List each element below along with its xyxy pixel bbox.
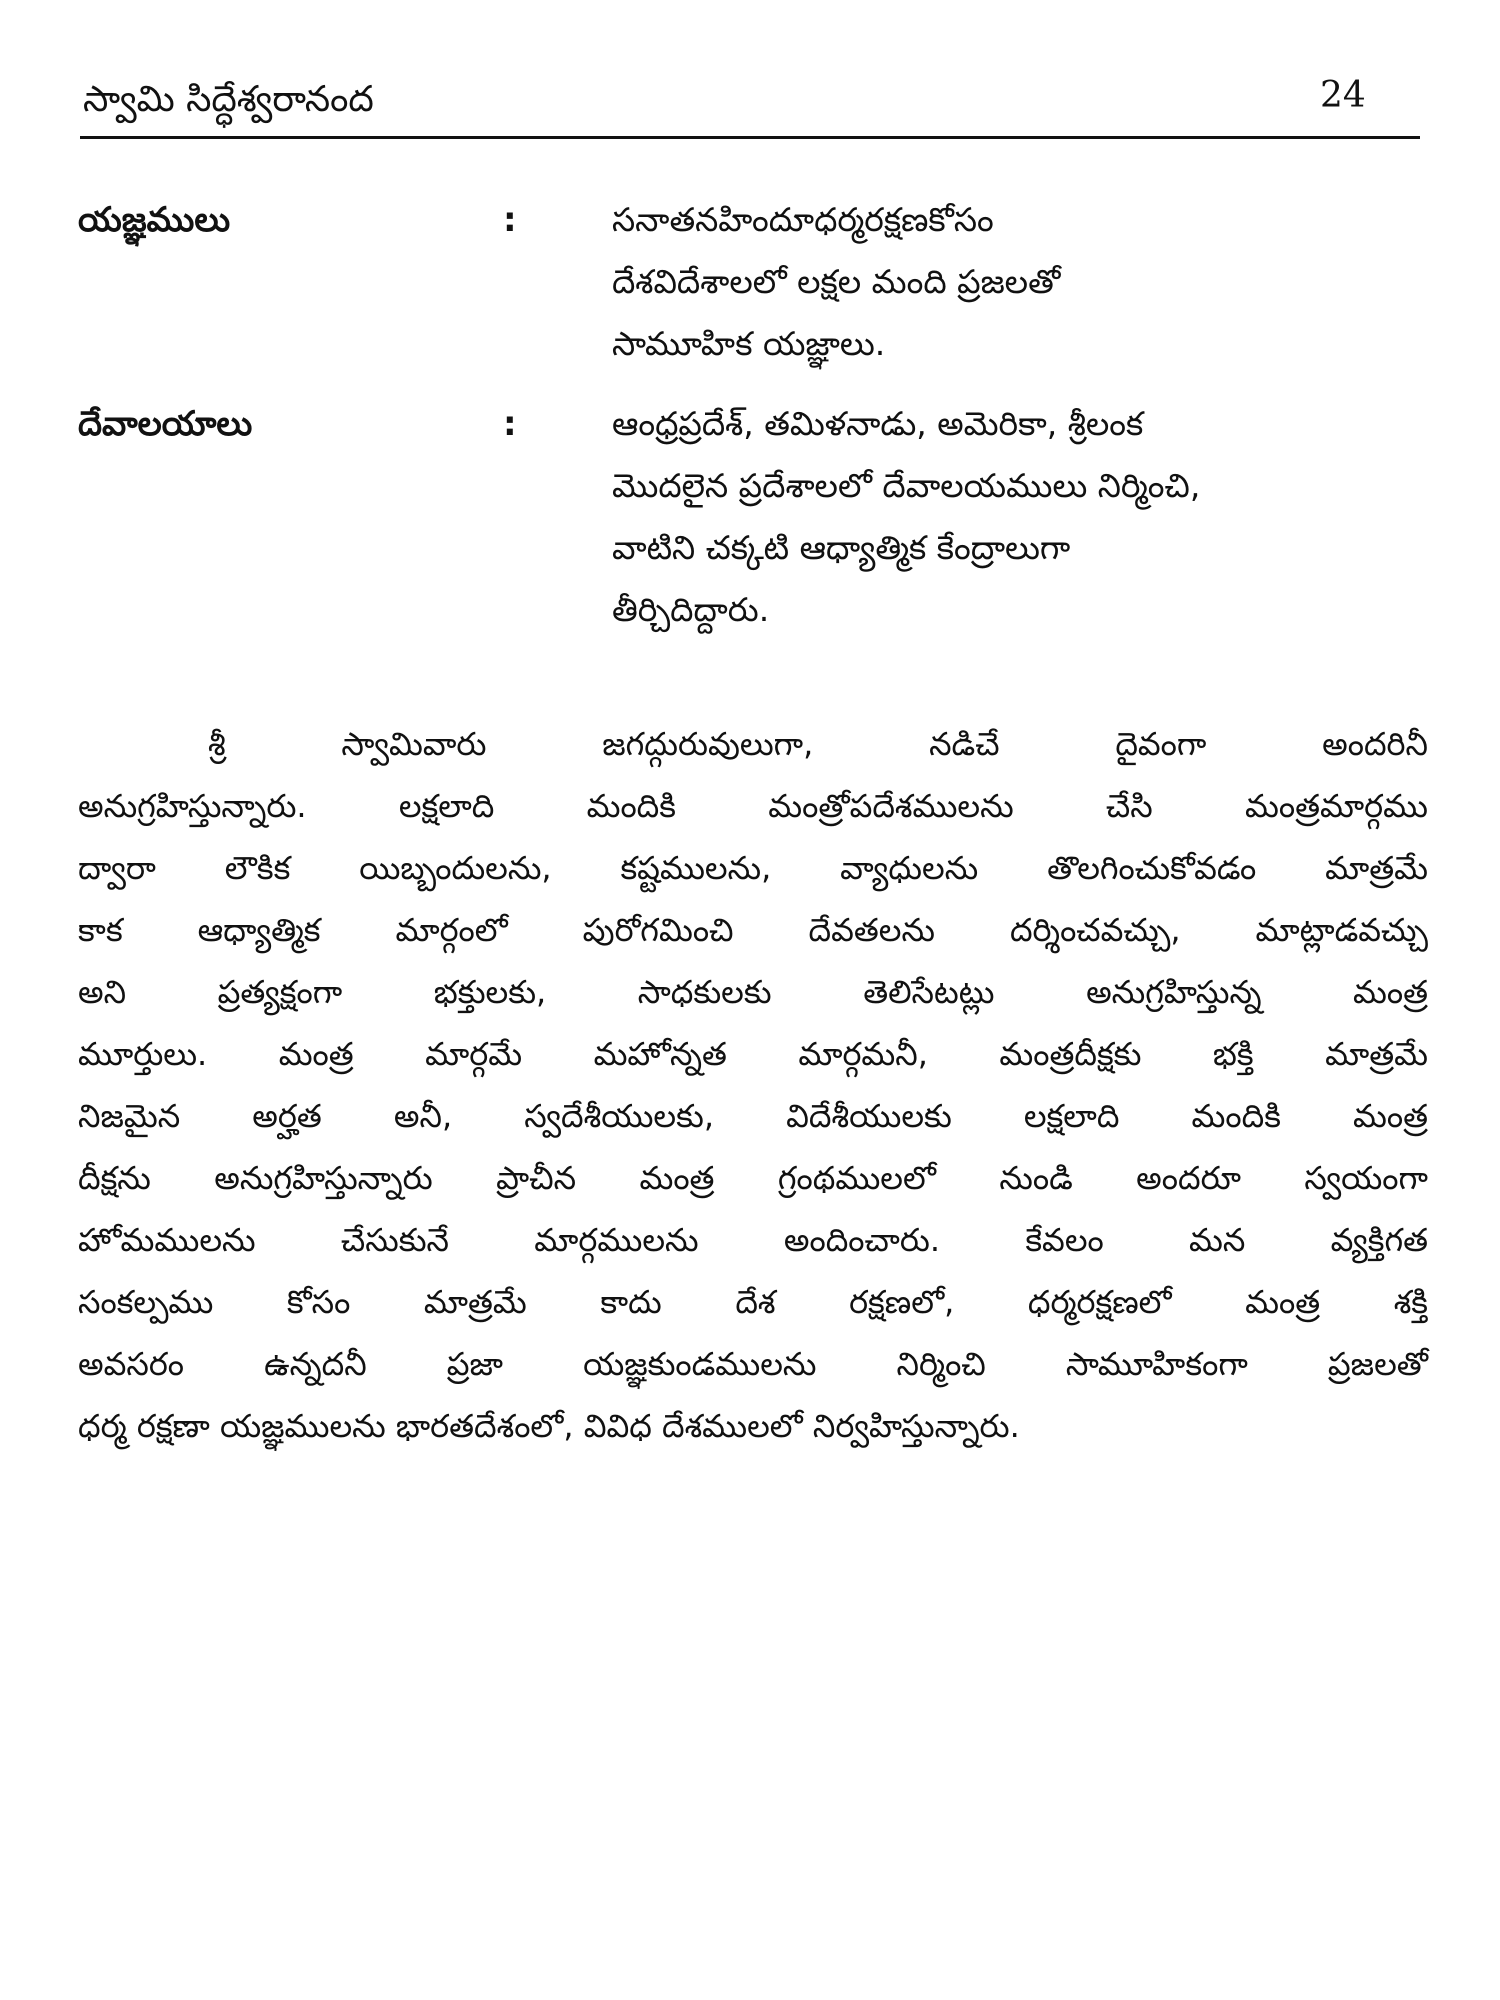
paragraph-line: అనుగ్రహిస్తున్నారు. లక్షలాది మందికి మంత్రోపదేశములను చేసి మంత్రమార్గము — [78, 787, 1428, 825]
paragraph-line: కాక ఆధ్యాత్మిక మార్గంలో పురోగమించి దేవతలను దర్శించవచ్చు, మాట్లాడవచ్చు — [78, 911, 1428, 949]
entry-label: దేవాలయాలు — [78, 404, 253, 444]
entry-text-line: ఆంధ్రప్రదేశ్, తమిళనాడు, అమెరికా, శ్రీలంక — [612, 404, 1144, 443]
paragraph-line: ద్వారా లౌకిక యిబ్బందులను, కష్టములను, వ్యాధులను తొలగించుకోవడం మాత్రమే — [78, 849, 1428, 887]
entry-text-line: వాటిని చక్కటి ఆధ్యాత్మిక కేంద్రాలుగా — [612, 528, 1071, 567]
paragraph-line: మూర్తులు. మంత్ర మార్గమే మహోన్నత మార్గమనీ, మంత్రదీక్షకు భక్తి మాత్రమే — [78, 1035, 1428, 1073]
entry-text-line: సామూహిక యజ్ఞాలు. — [612, 324, 886, 363]
paragraph-line: అవసరం ఉన్నదనీ ప్రజా యజ్ఞకుండములను నిర్మించి సామూహికంగా ప్రజలతో — [78, 1345, 1428, 1383]
paragraph-line: శ్రీ స్వామివారు జగద్గురువులుగా, నడిచే దైవంగా అందరినీ — [208, 725, 1428, 763]
entry-text-line: తీర్చిదిద్దారు. — [612, 590, 770, 629]
paragraph-line: సంకల్పము కోసం మాత్రమే కాదు దేశ రక్షణలో, ధర్మరక్షణలో మంత్ర శక్తి — [78, 1283, 1428, 1321]
paragraph-line: అని ప్రత్యక్షంగా భక్తులకు, సాధకులకు తెలిసేటట్లు అనుగ్రహిస్తున్న మంత్ర — [78, 973, 1428, 1011]
header-divider — [80, 136, 1420, 139]
entry-label: యజ్ఞములు — [78, 200, 231, 240]
entry-text-line: దేశవిదేశాలలో లక్షల మంది ప్రజలతో — [612, 262, 1061, 301]
paragraph-line: నిజమైన అర్హత అనీ, స్వదేశీయులకు, విదేశీయులకు లక్షలాది మందికి మంత్ర — [78, 1097, 1428, 1135]
entry-text-line: సనాతనహిందూధర్మరక్షణకోసం — [612, 200, 994, 239]
paragraph-line: హోమములను చేసుకునే మార్గములను అందించారు. కేవలం మన వ్యక్తిగత — [78, 1221, 1428, 1259]
paragraph-line: ధర్మ రక్షణా యజ్ఞములను భారతదేశంలో, వివిధ దేశములలో నిర్వహిస్తున్నారు. — [78, 1407, 1020, 1445]
page-number: 24 — [1320, 75, 1366, 116]
entry-text-line: మొదలైన ప్రదేశాలలో దేవాలయములు నిర్మించి, — [612, 466, 1201, 505]
entry-colon: : — [503, 200, 517, 240]
running-header-title: స్వామి సిద్ధేశ్వరానంద — [83, 79, 374, 120]
paragraph-line: దీక్షను అనుగ్రహిస్తున్నారు ప్రాచీన మంత్ర గ్రంథములలో నుండి అందరూ స్వయంగా — [78, 1159, 1428, 1197]
entry-colon: : — [503, 404, 517, 444]
